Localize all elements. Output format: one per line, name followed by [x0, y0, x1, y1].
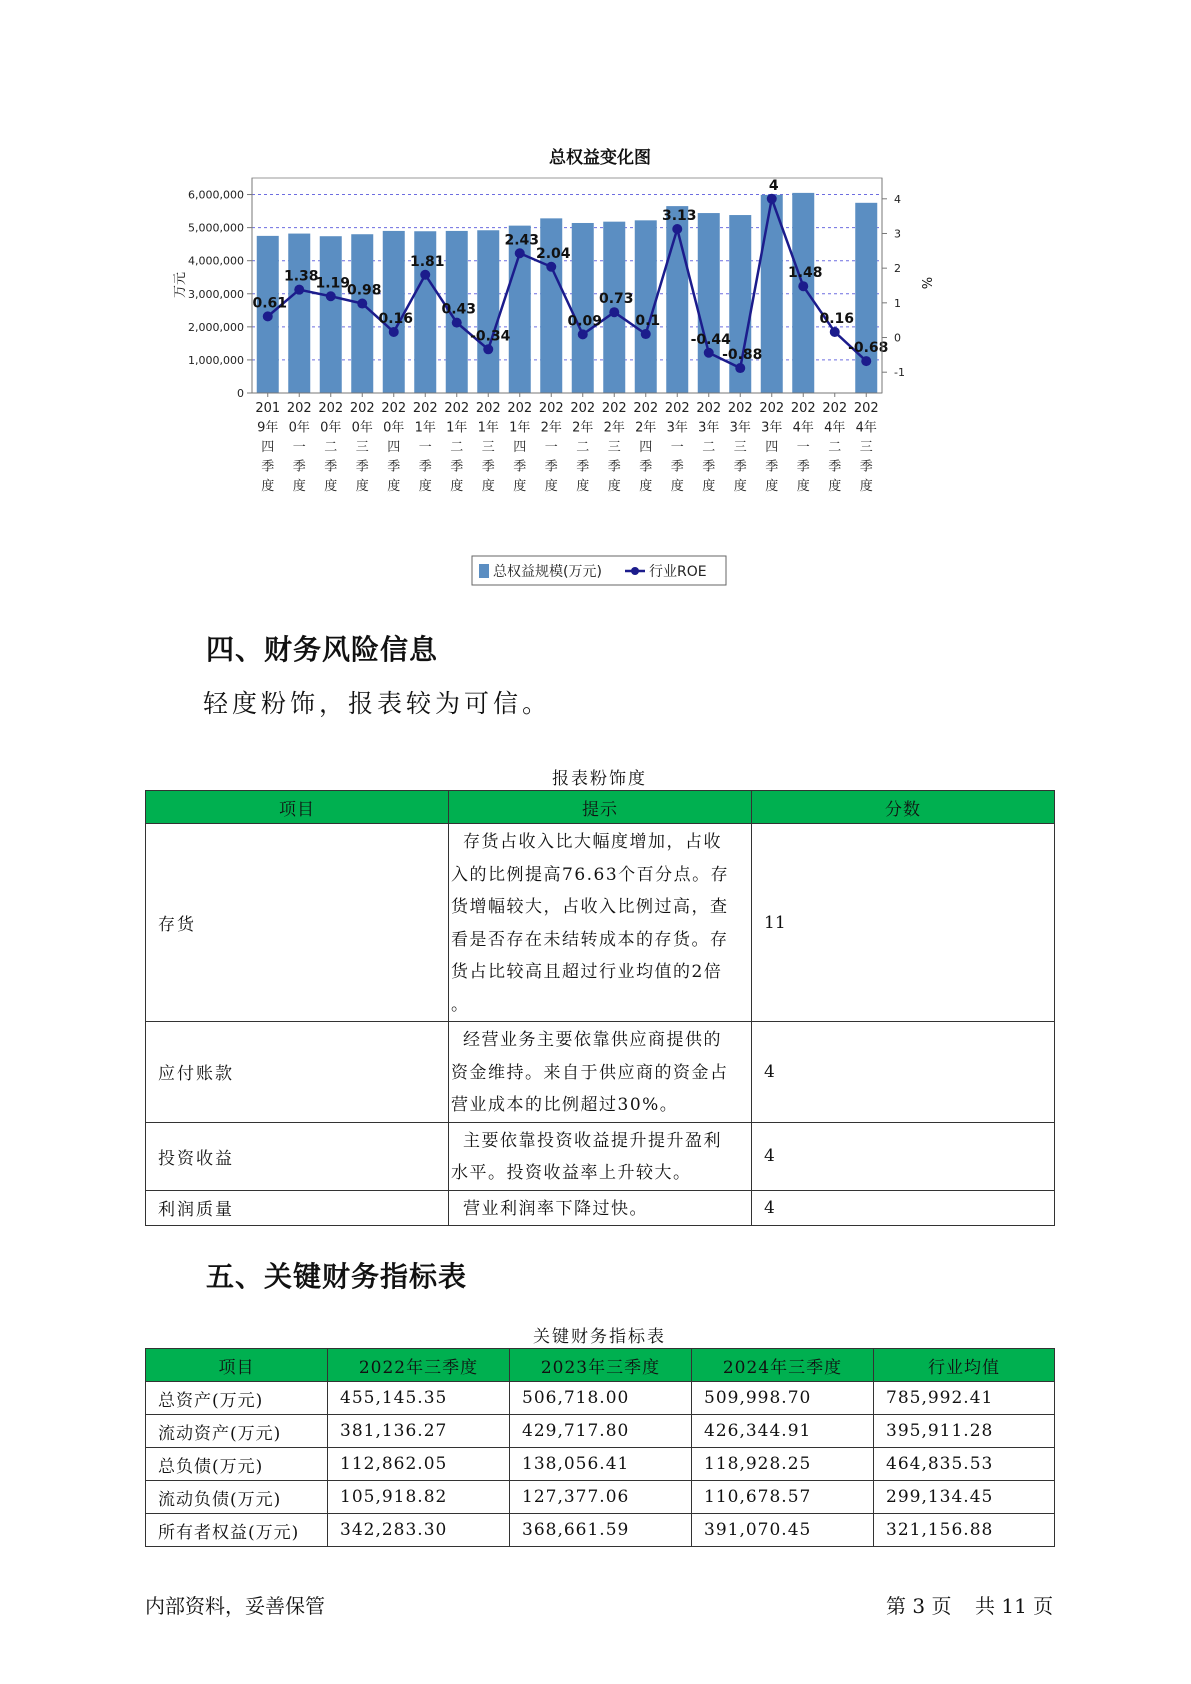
risk-header-hint: 提示 [449, 791, 752, 824]
roe-data-label: -0.44 [690, 331, 731, 348]
risk-hint-line: 。 [451, 994, 470, 1015]
x-tick-label: 3年 [666, 420, 688, 436]
roe-data-label: 3.13 [661, 207, 697, 224]
x-tick-label: 度 [513, 479, 527, 494]
x-tick-label: 季 [544, 459, 558, 475]
x-tick-label: 202 [853, 401, 879, 416]
x-tick-label: 0年 [288, 420, 310, 436]
x-tick-label: 季 [355, 459, 369, 475]
roe-data-label: -0.68 [848, 340, 889, 357]
kpi-table [145, 1348, 1055, 1547]
x-tick-label: 二 [576, 440, 590, 455]
x-tick-label: 202 [318, 401, 344, 416]
risk-item-score: 4 [752, 1122, 1055, 1190]
equity-bar [288, 234, 310, 393]
risk-item-hint [449, 1122, 752, 1190]
x-tick-label: 三 [481, 440, 495, 455]
x-tick-label: 度 [576, 479, 590, 494]
roe-data-label: 2.43 [504, 232, 540, 249]
x-tick-label: 一 [670, 440, 684, 455]
roe-data-label: 1.81 [409, 253, 445, 270]
kpi-value-cell: 785,992.41 [874, 1382, 1055, 1415]
risk-item-name: 存货 [146, 824, 449, 1022]
y2-tick-label: -1 [894, 366, 905, 380]
equity-bar [540, 218, 562, 393]
x-tick-label: 度 [481, 479, 495, 494]
roe-point [515, 248, 525, 258]
roe-point [483, 344, 493, 354]
x-tick-label: 202 [412, 401, 438, 416]
x-tick-label: 4年 [792, 420, 814, 436]
risk-item-score: 4 [752, 1190, 1055, 1226]
x-tick-label: 202 [790, 401, 816, 416]
risk-row [146, 1190, 1055, 1226]
x-tick-label: 季 [292, 459, 306, 475]
x-tick-label: 202 [601, 401, 627, 416]
x-tick-label: 4年 [855, 420, 877, 436]
kpi-value-cell: 127,377.06 [510, 1481, 692, 1514]
y2-tick-label: 3 [894, 227, 901, 241]
roe-point [578, 329, 588, 339]
x-tick-label: 度 [607, 479, 621, 494]
roe-data-label: -0.88 [722, 347, 763, 364]
y-tick-label: 3,000,000 [188, 287, 244, 301]
roe-point [767, 194, 777, 204]
legend-bar-label: 总权益规模(万元) [493, 564, 602, 580]
roe-point [294, 285, 304, 295]
y2-tick-label: 1 [894, 296, 901, 310]
roe-point [420, 270, 430, 280]
x-tick-label: 度 [796, 479, 810, 494]
y-tick-label: 0 [237, 387, 244, 400]
kpi-header-cell: 2022年三季度 [328, 1349, 510, 1382]
x-tick-label: 四 [765, 440, 779, 455]
risk-hint-line: 入的比例提高76.63个百分点。存 [451, 864, 730, 885]
risk-hint-line: 水平。投资收益率上升较大。 [451, 1163, 692, 1183]
x-tick-label: 二 [828, 440, 842, 455]
x-tick-label: 202 [822, 401, 848, 416]
x-tick-label: 二 [324, 440, 338, 455]
risk-hint-line: 营业利润率下降过快。 [463, 1198, 648, 1219]
x-tick-label: 季 [387, 459, 401, 475]
x-tick-label: 度 [387, 479, 401, 494]
footer-confidential-note: 内部资料，妥善保管 [145, 1594, 325, 1618]
x-tick-label: 一 [796, 440, 810, 455]
kpi-row [146, 1514, 1055, 1547]
legend-bar-swatch [479, 564, 489, 578]
equity-change-chart [170, 135, 1030, 595]
x-tick-label: 0年 [383, 420, 405, 436]
roe-data-label: 0.98 [346, 282, 382, 299]
risk-item-name: 应付账款 [146, 1022, 449, 1123]
kpi-value-cell: 381,136.27 [328, 1415, 510, 1448]
x-tick-label: 季 [324, 459, 338, 475]
x-tick-label: 季 [450, 459, 464, 475]
x-tick-label: 202 [475, 401, 501, 416]
x-tick-label: 度 [418, 479, 432, 494]
kpi-value-cell: 506,718.00 [510, 1382, 692, 1415]
risk-item-name: 投资收益 [146, 1122, 449, 1190]
kpi-value-cell: 429,717.80 [510, 1415, 692, 1448]
equity-bar [666, 206, 688, 393]
kpi-row [146, 1415, 1055, 1448]
roe-data-label: 0.09 [567, 313, 603, 330]
x-tick-label: 一 [544, 440, 558, 455]
x-tick-label: 2年 [540, 420, 562, 436]
kpi-value-cell: 321,156.88 [874, 1514, 1055, 1547]
x-tick-label: 202 [538, 401, 564, 416]
x-tick-label: 季 [859, 459, 873, 475]
y-tick-label: 5,000,000 [188, 221, 244, 235]
x-tick-label: 度 [450, 479, 464, 494]
x-tick-label: 度 [261, 479, 275, 494]
x-tick-label: 度 [859, 479, 873, 494]
risk-hint-line: 看是否存在未结转成本的存货。存 [451, 929, 729, 950]
x-tick-label: 度 [639, 479, 653, 494]
x-tick-label: 度 [355, 479, 369, 494]
risk-table-caption: 报表粉饰度 [552, 769, 647, 789]
x-tick-label: 1年 [446, 420, 468, 436]
kpi-value-cell: 391,070.45 [692, 1514, 874, 1547]
x-tick-label: 度 [765, 479, 779, 494]
kpi-value-cell: 105,918.82 [328, 1481, 510, 1514]
x-tick-label: 二 [702, 440, 716, 455]
kpi-section-title: 五、关键财务指标表 [206, 1260, 468, 1293]
roe-data-label: 0.16 [378, 310, 414, 327]
x-tick-label: 一 [418, 440, 432, 455]
roe-point [263, 311, 273, 321]
x-tick-label: 季 [765, 459, 779, 475]
equity-bar [761, 195, 783, 393]
x-tick-label: 四 [261, 440, 275, 455]
x-tick-label: 度 [702, 479, 716, 494]
x-tick-label: 季 [639, 459, 653, 475]
kpi-value-cell: 426,344.91 [692, 1415, 874, 1448]
x-tick-label: 201 [255, 401, 281, 416]
x-tick-label: 202 [444, 401, 470, 416]
roe-data-label: 0.61 [252, 295, 288, 312]
equity-bar [320, 236, 342, 393]
kpi-value-cell: 299,134.45 [874, 1481, 1055, 1514]
x-tick-label: 度 [828, 479, 842, 494]
equity-bar [477, 230, 499, 393]
equity-bar [792, 193, 814, 393]
chart-legend [472, 556, 726, 585]
x-tick-label: 9年 [257, 420, 279, 436]
risk-hint-line: 货占比较高且超过行业均值的2倍 [451, 962, 723, 982]
x-tick-label: 3年 [761, 420, 783, 436]
risk-summary: 轻度粉饰，报表较为可信。 [203, 689, 552, 718]
x-tick-label: 度 [292, 479, 306, 494]
kpi-value-cell: 110,678.57 [692, 1481, 874, 1514]
kpi-item-name: 总资产(万元) [146, 1382, 328, 1415]
kpi-header-cell: 行业均值 [874, 1349, 1055, 1382]
x-tick-label: 季 [418, 459, 432, 475]
x-tick-label: 度 [670, 479, 684, 494]
y2-tick-label: 2 [894, 262, 901, 276]
y-tick-label: 1,000,000 [188, 353, 244, 367]
roe-point [546, 262, 556, 272]
roe-data-label: -0.34 [470, 328, 511, 345]
x-tick-label: 202 [759, 401, 785, 416]
roe-point [861, 356, 871, 366]
x-tick-label: 2年 [635, 420, 657, 436]
y2-axis-label: % [918, 276, 933, 290]
kpi-row [146, 1448, 1055, 1481]
x-tick-label: 季 [670, 459, 684, 475]
x-tick-label: 季 [607, 459, 621, 475]
roe-data-label: 1.38 [283, 268, 319, 285]
risk-item-hint [449, 1190, 752, 1226]
kpi-header-cell: 项目 [146, 1349, 328, 1382]
kpi-value-cell: 395,911.28 [874, 1415, 1055, 1448]
x-tick-label: 202 [727, 401, 753, 416]
x-tick-label: 3年 [698, 420, 720, 436]
risk-hint-line: 营业成本的比例超过30%。 [451, 1095, 679, 1115]
roe-point [830, 327, 840, 337]
x-tick-label: 0年 [351, 420, 373, 436]
x-tick-label: 一 [292, 440, 306, 455]
risk-header-item: 项目 [146, 791, 449, 824]
risk-hint-line: 存货占收入比大幅度增加，占收 [463, 832, 722, 852]
kpi-value-cell: 118,928.25 [692, 1448, 874, 1481]
x-tick-label: 2年 [572, 420, 594, 436]
chart-title: 总权益变化图 [549, 148, 651, 168]
x-tick-label: 季 [261, 459, 275, 475]
x-tick-label: 2年 [603, 420, 625, 436]
x-tick-label: 0年 [320, 420, 342, 436]
roe-point [672, 224, 682, 234]
x-tick-label: 1年 [509, 420, 531, 436]
risk-item-score: 11 [752, 824, 1055, 1022]
risk-hint-line: 主要依靠投资收益提升提升盈利 [463, 1130, 722, 1151]
kpi-value-cell: 464,835.53 [874, 1448, 1055, 1481]
kpi-value-cell: 368,661.59 [510, 1514, 692, 1547]
equity-bar [351, 234, 373, 393]
roe-point [357, 299, 367, 309]
risk-table [145, 790, 1055, 1226]
roe-point [452, 318, 462, 328]
kpi-row [146, 1382, 1055, 1415]
x-tick-label: 202 [286, 401, 312, 416]
risk-row [146, 1122, 1055, 1190]
x-tick-label: 4年 [824, 420, 846, 436]
kpi-item-name: 流动资产(万元) [146, 1415, 328, 1448]
y-tick-label: 6,000,000 [188, 188, 244, 202]
x-tick-label: 三 [355, 440, 369, 455]
roe-data-label: 4 [768, 177, 779, 194]
footer-total-pages: 共 11 页 [975, 1594, 1054, 1618]
legend-line-label: 行业ROE [649, 564, 707, 580]
kpi-item-name: 所有者权益(万元) [146, 1514, 328, 1547]
x-tick-label: 三 [607, 440, 621, 455]
y-tick-label: 4,000,000 [188, 254, 244, 268]
y-tick-label: 2,000,000 [188, 320, 244, 334]
x-tick-label: 三 [733, 440, 747, 455]
x-tick-label: 季 [513, 459, 527, 475]
risk-header-score: 分数 [752, 791, 1055, 824]
kpi-row [146, 1481, 1055, 1514]
x-tick-label: 202 [507, 401, 533, 416]
kpi-table-caption: 关键财务指标表 [533, 1327, 666, 1347]
x-tick-label: 季 [796, 459, 810, 475]
roe-data-label: 0.43 [441, 301, 477, 318]
x-tick-label: 202 [570, 401, 596, 416]
x-tick-label: 季 [576, 459, 590, 475]
x-tick-label: 1年 [477, 420, 499, 436]
risk-row [146, 1022, 1055, 1123]
x-tick-label: 度 [733, 479, 747, 494]
x-tick-label: 季 [733, 459, 747, 475]
roe-point [326, 291, 336, 301]
x-tick-label: 四 [387, 440, 401, 455]
y2-tick-label: 4 [894, 192, 901, 206]
kpi-header-cell: 2024年三季度 [692, 1349, 874, 1382]
roe-data-label: 1.19 [315, 275, 351, 292]
roe-point [609, 307, 619, 317]
roe-point [389, 327, 399, 337]
roe-data-label: 0.73 [598, 291, 634, 308]
x-tick-label: 四 [639, 440, 653, 455]
roe-data-label: 0.16 [819, 310, 855, 327]
x-tick-label: 202 [349, 401, 375, 416]
kpi-value-cell: 112,862.05 [328, 1448, 510, 1481]
footer-page-number: 第 3 页 [886, 1594, 952, 1618]
risk-item-hint [449, 1022, 752, 1123]
risk-item-name: 利润质量 [146, 1190, 449, 1226]
x-tick-label: 202 [664, 401, 690, 416]
risk-hint-line: 货增幅较大，占收入比例过高，查 [451, 897, 729, 917]
equity-bar [698, 213, 720, 393]
x-tick-label: 202 [633, 401, 659, 416]
risk-item-hint [449, 824, 752, 1022]
roe-point [704, 348, 714, 358]
risk-hint-line: 经营业务主要依靠供应商提供的 [463, 1030, 722, 1050]
x-tick-label: 季 [481, 459, 495, 475]
roe-point [798, 281, 808, 291]
risk-item-score: 4 [752, 1022, 1055, 1123]
kpi-value-cell: 342,283.30 [328, 1514, 510, 1547]
roe-point [641, 329, 651, 339]
x-tick-label: 3年 [729, 420, 751, 436]
risk-hint-line: 资金维持。来自于供应商的资金占 [451, 1062, 729, 1083]
kpi-value-cell: 455,145.35 [328, 1382, 510, 1415]
roe-point [735, 363, 745, 373]
roe-data-label: 0.1 [635, 313, 661, 330]
x-tick-label: 二 [450, 440, 464, 455]
risk-row [146, 824, 1055, 1022]
x-tick-label: 季 [702, 459, 716, 475]
x-tick-label: 202 [381, 401, 407, 416]
legend-line-marker [631, 567, 639, 575]
x-tick-label: 度 [544, 479, 558, 494]
kpi-value-cell: 509,998.70 [692, 1382, 874, 1415]
kpi-item-name: 总负债(万元) [146, 1448, 328, 1481]
risk-section-title: 四、财务风险信息 [206, 633, 439, 666]
x-tick-label: 1年 [414, 420, 436, 436]
kpi-value-cell: 138,056.41 [510, 1448, 692, 1481]
kpi-header-cell: 2023年三季度 [510, 1349, 692, 1382]
x-tick-label: 度 [324, 479, 338, 494]
x-tick-label: 四 [513, 440, 527, 455]
roe-data-label: 2.04 [535, 245, 571, 262]
x-tick-label: 202 [696, 401, 722, 416]
y2-tick-label: 0 [894, 331, 901, 345]
roe-data-label: 1.48 [787, 265, 823, 282]
kpi-item-name: 流动负债(万元) [146, 1481, 328, 1514]
y-axis-label: 万元 [173, 271, 188, 299]
x-tick-label: 季 [828, 459, 842, 475]
x-tick-label: 三 [859, 440, 873, 455]
equity-bar [572, 223, 594, 393]
